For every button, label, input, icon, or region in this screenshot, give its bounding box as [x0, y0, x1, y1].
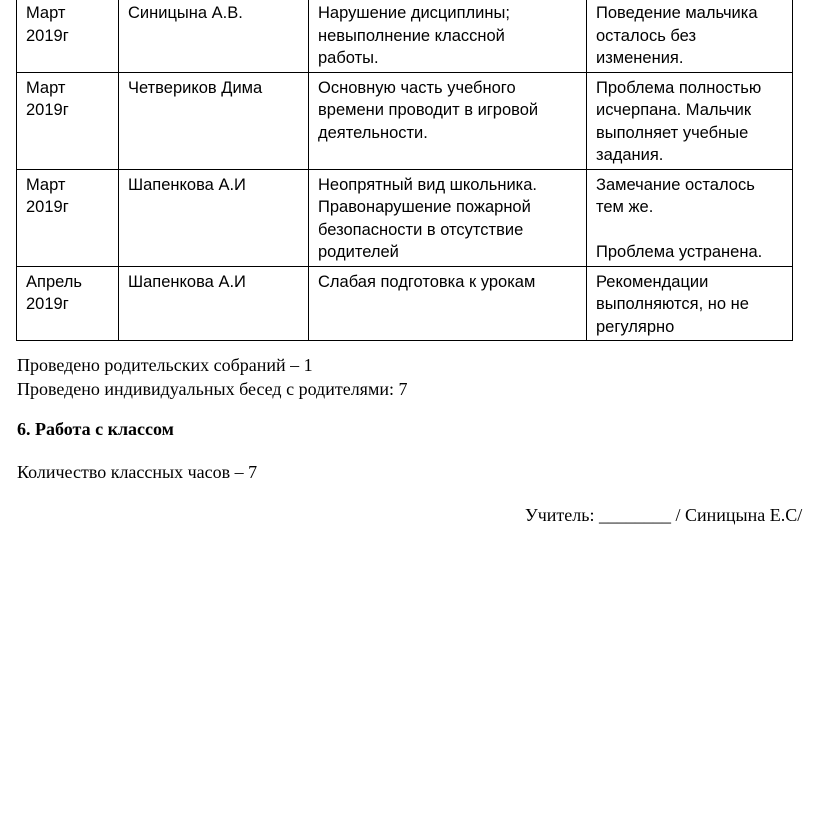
- student-cell: Шапенкова А.И: [119, 169, 309, 266]
- section-heading: 6. Работа с классом: [17, 419, 174, 439]
- issue-cell: Слабая подготовка к урокам: [309, 266, 587, 341]
- date-cell: Март 2019г: [17, 0, 119, 72]
- student-cell: Синицына А.В.: [119, 0, 309, 72]
- date-cell: Март 2019г: [17, 169, 119, 266]
- table-row: [17, 0, 793, 72]
- parent-meetings-line: Проведено родительских собраний – 1: [17, 355, 313, 375]
- class-hours-line: Количество классных часов – 7: [17, 462, 258, 482]
- date-cell: Апрель 2019г: [17, 266, 119, 341]
- table-row: [17, 72, 793, 169]
- issue-cell: Неопрятный вид школьника. Правонарушение пожарной безопасности в отсутствие родителей: [309, 169, 587, 266]
- result-cell: Проблема полностью исчерпана. Мальчик выполняет учебные задания.: [587, 72, 793, 169]
- result-cell: Рекомендации выполняются, но не регулярно: [587, 266, 793, 341]
- table-row: [17, 266, 793, 341]
- table-row: [17, 169, 793, 266]
- teacher-signature-line: Учитель: ________ / Синицына Е.С/: [525, 505, 803, 525]
- issue-cell: Основную часть учебного времени проводит в игровой деятельности.: [309, 72, 587, 169]
- student-cell: Шапенкова А.И: [119, 266, 309, 341]
- result-cell: Поведение мальчика осталось без изменения.: [587, 0, 793, 72]
- issue-cell: Нарушение дисциплины; невыполнение классной работы.: [309, 0, 587, 72]
- student-cell: Четвериков Дима: [119, 72, 309, 169]
- parent-conversations-line: Проведено индивидуальных бесед с родителями: 7: [17, 379, 408, 399]
- records-table: [16, 0, 793, 341]
- result-cell: Замечание осталось тем же. Проблема устранена.: [587, 169, 793, 266]
- date-cell: Март 2019г: [17, 72, 119, 169]
